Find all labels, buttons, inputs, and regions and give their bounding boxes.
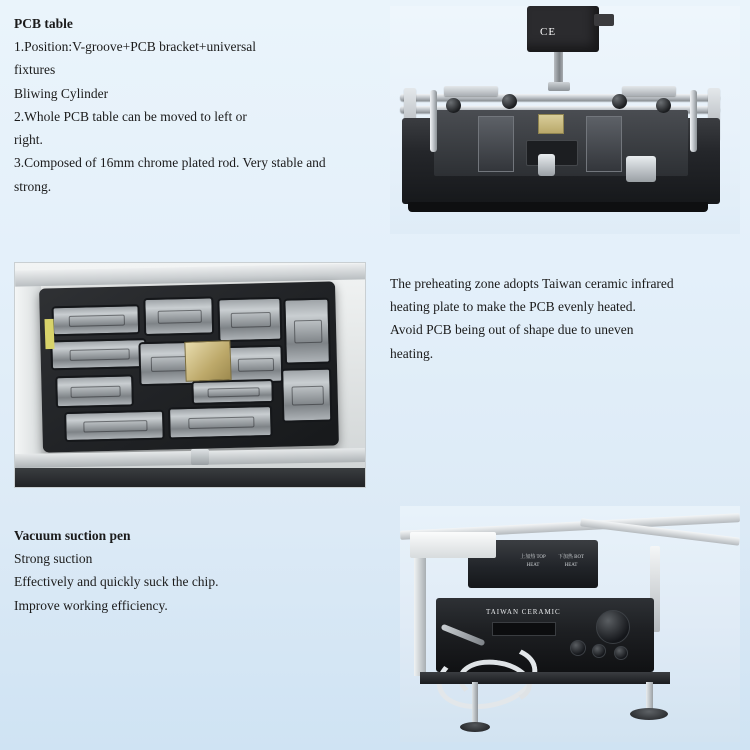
adjust-knob xyxy=(446,98,461,113)
heating-cell xyxy=(64,410,165,442)
rail-decoration xyxy=(430,90,437,152)
heating-cell xyxy=(55,374,134,408)
adjust-knob xyxy=(502,94,517,109)
vacuum-pen-line-2: Effectively and quickly suck the chip. xyxy=(14,574,219,590)
gold-fixture xyxy=(184,340,231,382)
bga-chip xyxy=(538,114,564,134)
preheating-line-2: heating plate to make the PCB evenly heated. xyxy=(390,299,636,315)
tray-slot xyxy=(586,116,622,172)
heating-cell xyxy=(283,298,331,365)
plate-stud xyxy=(191,449,209,465)
machine-bottom-plate xyxy=(420,672,670,684)
locking-handle xyxy=(538,154,555,176)
pcb-table-line-1: 1.Position:V-groove+PCB bracket+universal xyxy=(14,39,256,55)
machine-foot xyxy=(460,722,490,732)
heating-cell xyxy=(217,297,282,343)
vacuum-pen-text-block xyxy=(14,524,364,617)
locking-handle xyxy=(626,156,656,182)
heating-cell xyxy=(227,345,284,384)
pcb-table-photo xyxy=(390,6,740,234)
panel-label-top: 上加热 TOP HEAT xyxy=(520,555,546,568)
camera-stem xyxy=(554,52,563,84)
plate-side-panel xyxy=(15,281,41,461)
machine-base-foot xyxy=(408,202,708,212)
ce-camera-housing xyxy=(527,6,599,52)
vacuum-pen-line-3: Improve working efficiency. xyxy=(14,597,168,613)
bracket-decoration xyxy=(444,86,498,96)
vacuum-pen-heading: Vacuum suction pen xyxy=(14,528,131,543)
pcb-table-line-2: fixtures xyxy=(14,62,56,78)
brand-label: TAIWAN CERAMIC xyxy=(486,608,561,616)
preheating-line-1: The preheating zone adopts Taiwan ceramic infrared xyxy=(390,276,674,291)
pcb-table-text-block xyxy=(14,12,374,198)
pcb-table-line-5: right. xyxy=(14,132,43,148)
bracket-decoration xyxy=(622,86,676,96)
pcb-table-heading: PCB table xyxy=(14,16,73,31)
heating-cell xyxy=(143,296,214,336)
plate-base-bar xyxy=(15,468,365,487)
preheating-plate-photo xyxy=(14,262,366,488)
control-dial xyxy=(596,610,630,644)
control-dial xyxy=(614,646,628,660)
adjust-knob xyxy=(656,98,671,113)
preheating-line-3: Avoid PCB being out of shape due to uneven xyxy=(390,322,634,338)
control-dial xyxy=(592,644,606,658)
panel-label-bottom: 下加热 BOT HEAT xyxy=(557,555,585,568)
pcb-table-line-3: Bliwing Cylinder xyxy=(14,85,109,101)
ce-mark-label: CE xyxy=(540,26,557,38)
adjust-knob xyxy=(612,94,627,109)
yellow-marker xyxy=(44,319,54,349)
machine-foot xyxy=(630,708,668,720)
tray-slot xyxy=(478,116,514,172)
heating-cell xyxy=(50,338,147,370)
camera-mount xyxy=(548,82,570,91)
vacuum-suction-pen-photo xyxy=(400,506,740,742)
preheating-text-block xyxy=(390,272,730,365)
pcb-table-line-7: strong. xyxy=(14,178,52,194)
rail-decoration xyxy=(690,90,697,152)
heating-cell xyxy=(51,304,140,336)
heating-cell xyxy=(191,379,274,405)
heater-head-cover xyxy=(410,532,496,558)
camera-arm xyxy=(594,14,614,26)
preheating-line-4: heating. xyxy=(390,345,434,361)
heating-cell xyxy=(281,368,332,423)
pcb-table-line-6: 3.Composed of 16mm chrome plated rod. Very stable and xyxy=(14,155,326,171)
support-column xyxy=(414,546,426,676)
pcb-table-line-4: 2.Whole PCB table can be moved to left or xyxy=(14,108,247,124)
control-dial xyxy=(570,640,586,656)
heating-cell xyxy=(168,405,273,440)
vacuum-pen-line-1: Strong suction xyxy=(14,551,93,567)
control-display xyxy=(492,622,556,636)
